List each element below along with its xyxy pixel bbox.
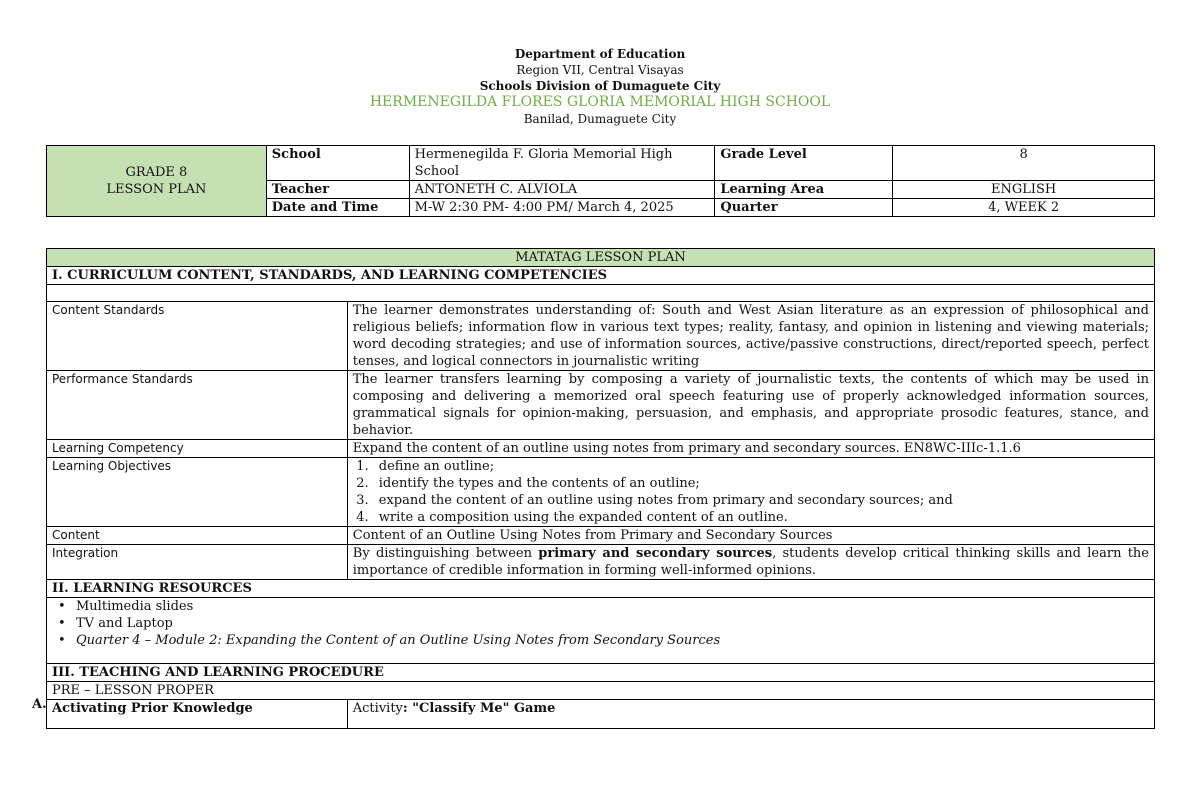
section-curriculum: I. CURRICULUM CONTENT, STANDARDS, AND LEARNING COMPETENCIES bbox=[47, 267, 1155, 285]
objectives-cell bbox=[347, 458, 1154, 527]
content-standards-label: Content Standards bbox=[47, 302, 348, 371]
performance-standards-text: The learner transfers learning by composing a variety of journalistic texts, the contents of which may be used in composing and delivering a memorized oral speech featuring use of properly acknowledged information sources, grammatical signals for opinion-making, persuasion, and emphasis, and appropriate prosodic features, stance, and behavior. bbox=[347, 371, 1154, 440]
grade-level-label: Grade Level bbox=[715, 146, 893, 181]
objective-item: 3. expand the content of an outline using notes from primary and secondary sources; and bbox=[373, 492, 1149, 509]
division-name: Schools Division of Dumaguete City bbox=[479, 79, 721, 93]
integration-post: , students develop critical thinking skills and learn the importance of credible information in forming well-informed opinions. bbox=[352, 546, 1150, 578]
learning-area-value: ENGLISH bbox=[893, 181, 1155, 199]
learning-area-label: Learning Area bbox=[715, 181, 893, 199]
grade-cell bbox=[47, 146, 267, 217]
blank-row bbox=[47, 285, 1155, 302]
plan-title: MATATAG LESSON PLAN bbox=[47, 249, 1155, 267]
teacher-value: ANTONETH C. ALVIOLA bbox=[409, 181, 715, 199]
grade-label: GRADE 8 bbox=[125, 165, 188, 180]
activity-cell bbox=[347, 700, 1154, 729]
resources-list bbox=[52, 598, 1149, 649]
datetime-label: Date and Time bbox=[266, 199, 409, 217]
pre-lesson-label: PRE – LESSON PROPER bbox=[47, 682, 1155, 700]
activity-name: : "Classify Me" Game bbox=[402, 701, 556, 716]
section-procedure: III. TEACHING AND LEARNING PROCEDURE bbox=[47, 664, 1155, 682]
lesson-plan-label: LESSON PLAN bbox=[106, 182, 207, 197]
grade-level-value: 8 bbox=[893, 146, 1155, 181]
activating-label: Activating Prior Knowledge bbox=[47, 700, 348, 729]
objective-item: 2. identify the types and the contents of an outline; bbox=[373, 475, 1149, 492]
document-header bbox=[0, 46, 1200, 127]
region-name: Region VII, Central Visayas bbox=[516, 63, 684, 77]
matatag-plan-table bbox=[46, 248, 1155, 729]
lesson-info-table bbox=[46, 145, 1155, 217]
resources-cell bbox=[47, 598, 1155, 664]
content-label: Content bbox=[47, 527, 348, 545]
content-standards-text: The learner demonstrates understanding of: South and West Asian literature as an expression of philosophical and religious beliefs; information flow in various text types; reality, fantasy, and opinion in listening and viewing materials; word decoding strategies; and use of information sources, active/passive constructions, direct/reported speech, perfect tenses, and logical connectors in journalistic writing bbox=[347, 302, 1154, 371]
integration-bold: primary and secondary sources bbox=[538, 546, 773, 561]
school-label: School bbox=[266, 146, 409, 181]
content-text: Content of an Outline Using Notes from Primary and Secondary Sources bbox=[347, 527, 1154, 545]
department-name: Department of Education bbox=[514, 47, 686, 61]
school-value: Hermenegilda F. Gloria Memorial High School bbox=[409, 146, 715, 181]
resource-item: • Multimedia slides bbox=[76, 598, 1149, 615]
section-resources: II. LEARNING RESOURCES bbox=[47, 580, 1155, 598]
activity-prefix: Activity bbox=[352, 701, 403, 716]
competency-text: Expand the content of an outline using notes from primary and secondary sources. EN8WC-IIIc-1.1.6 bbox=[347, 440, 1154, 458]
objective-item: 1. define an outline; bbox=[373, 458, 1149, 475]
item-letter: A. bbox=[32, 697, 47, 712]
quarter-value: 4, WEEK 2 bbox=[893, 199, 1155, 217]
datetime-value: M-W 2:30 PM- 4:00 PM/ March 4, 2025 bbox=[409, 199, 715, 217]
integration-label: Integration bbox=[47, 545, 348, 580]
quarter-label: Quarter bbox=[715, 199, 893, 217]
objective-item: 4. write a composition using the expanded content of an outline. bbox=[373, 509, 1149, 526]
integration-pre: By distinguishing between bbox=[352, 546, 539, 561]
resource-item: • Quarter 4 – Module 2: Expanding the Content of an Outline Using Notes from Secondary Sources bbox=[76, 632, 1149, 649]
objectives-label: Learning Objectives bbox=[47, 458, 348, 527]
performance-standards-label: Performance Standards bbox=[47, 371, 348, 440]
objectives-list bbox=[353, 458, 1149, 526]
school-address: Banilad, Dumaguete City bbox=[523, 112, 677, 126]
school-name: HERMENEGILDA FLORES GLORIA MEMORIAL HIGH SCHOOL bbox=[369, 94, 831, 110]
competency-label: Learning Competency bbox=[47, 440, 348, 458]
integration-text bbox=[347, 545, 1154, 580]
teacher-label: Teacher bbox=[266, 181, 409, 199]
resource-item: • TV and Laptop bbox=[76, 615, 1149, 632]
